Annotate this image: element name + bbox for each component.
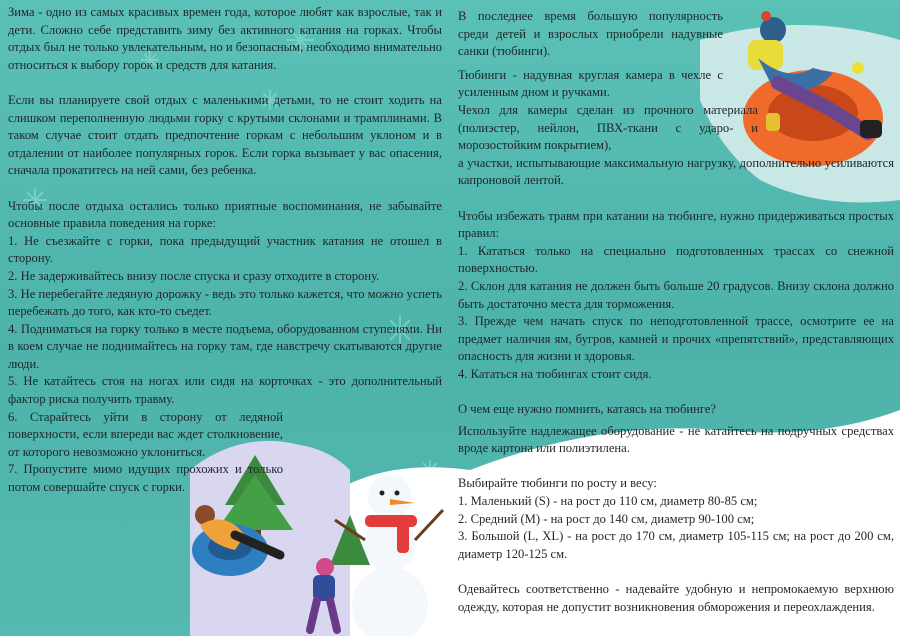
- tubing-description-paragraph: Тюбинги - надувная круглая камера в чехле с усиленным дном и ручками.: [458, 67, 723, 100]
- rule-3: 3. Не перебегайте ледяную дорожку - ведь это только кажется, что можно успеть перебежать до того, как кто-то съедет.: [8, 286, 442, 319]
- tubing-popularity-paragraph: В последнее время большую популярность среди детей и взрослых приобрели надувные санки (тюбинги).: [458, 9, 723, 59]
- size-large: 3. Большой (L, XL) - на рост до 170 см, диаметр 105-115 см; на рост до 200 см, диаметр 120-125 см.: [458, 529, 894, 561]
- children-paragraph: Если вы планируете свой отдых с маленькими детьми, то не стоит ходить на слишком переполненную людьми горку с крутыми склонами и трамплинами. В таком случае стоит отдать предпочтение горкам с небольшим уклоном и в отдалении от наиболее популярных горок. Если горка вызывает у вас опасения, сначала прокатитесь на ней сами, без ребенка.: [8, 92, 442, 178]
- equipment-paragraph: Используйте надлежащее оборудование - не катайтесь на подручных средствах вроде картона или полиэтилена.: [458, 423, 894, 456]
- rules-intro-paragraph: Чтобы после отдыха остались только приятные воспоминания, не забывайте основные правила поведения на горке:: [8, 198, 442, 231]
- safety-rule-1: 1. Кататься только на специально подготовленных трассах со снежной поверхностью.: [458, 243, 894, 276]
- remember-heading: О чем еще нужно помнить, катаясь на тюбинге?: [458, 402, 717, 417]
- size-intro: Выбирайте тюбинги по росту и весу:: [458, 476, 657, 491]
- rule-5: 5. Не катайтесь стоя на ногах или сидя на корточках - это дополнительный фактор риска получить травму.: [8, 374, 442, 407]
- reinforcement-paragraph: а участки, испытывающие максимальную нагрузку, дополнительно усиливаются капроновой лентой.: [458, 155, 894, 188]
- rule-6: 6. Старайтесь уйти в сторону от ледяной поверхности, если впереди вас ждет столкновение, от которого невозможно уклониться.: [8, 409, 283, 459]
- rule-1: 1. Не съезжайте с горки, пока предыдущий участник катания не отошел в сторону.: [8, 233, 442, 266]
- safety-rule-3: 3. Прежде чем начать спуск по неподготовленной трассе, осмотрите ее на предмет наличия ям, бугров, камней и прочих «препятствий», представляющих опасность для жизни и здоровья.: [458, 314, 894, 364]
- cover-material-paragraph: Чехол для камеры сделан из прочного материала (полиэстер, нейлон, ПВХ-ткани с ударо- и морозостойким покрытием),: [458, 102, 758, 153]
- right-column: [458, 8, 894, 616]
- safety-rule-4: 4. Кататься на тюбингах стоит сидя.: [458, 366, 652, 381]
- safety-rule-2: 2. Склон для катания не должен быть больше 20 градусов. Внизу склона должно быть достаточно места для торможения.: [458, 278, 894, 311]
- left-column: [8, 4, 442, 497]
- intro-paragraph: Зима - одно из самых красивых времен года, которое любят как взрослые, так и дети. Сложно себе представить зиму без активного катания на горках. Чтобы отдых был не только увлекательным, но и безопасным, необходимо внимательно относиться к выбору горок и средств для катания.: [8, 5, 442, 72]
- clothing-paragraph: Одевайтесь соответственно - надевайте удобную и непромокаемую верхнюю одежду, которая не допустит возникновения обморожения и переохлаждения.: [458, 582, 894, 614]
- rule-4: 4. Подниматься на горку только в месте подъема, оборудованном ступенями. Ни в коем случае не поднимайтесь на горку там, где навстречу скатываются другие люди.: [8, 321, 442, 371]
- safety-intro-paragraph: Чтобы избежать травм при катании на тюбинге, нужно придерживаться простых правил:: [458, 208, 894, 241]
- size-small: 1. Маленький (S) - на рост до 110 см, диаметр 80-85 см;: [458, 494, 758, 509]
- rule-2: 2. Не задерживайтесь внизу после спуска и сразу отходите в сторону.: [8, 268, 380, 283]
- size-medium: 2. Средний (M) - на рост до 140 см, диаметр 90-100 см;: [458, 511, 755, 526]
- rule-7: 7. Пропустите мимо идущих прохожих и только потом совершайте спуск с горки.: [8, 462, 283, 495]
